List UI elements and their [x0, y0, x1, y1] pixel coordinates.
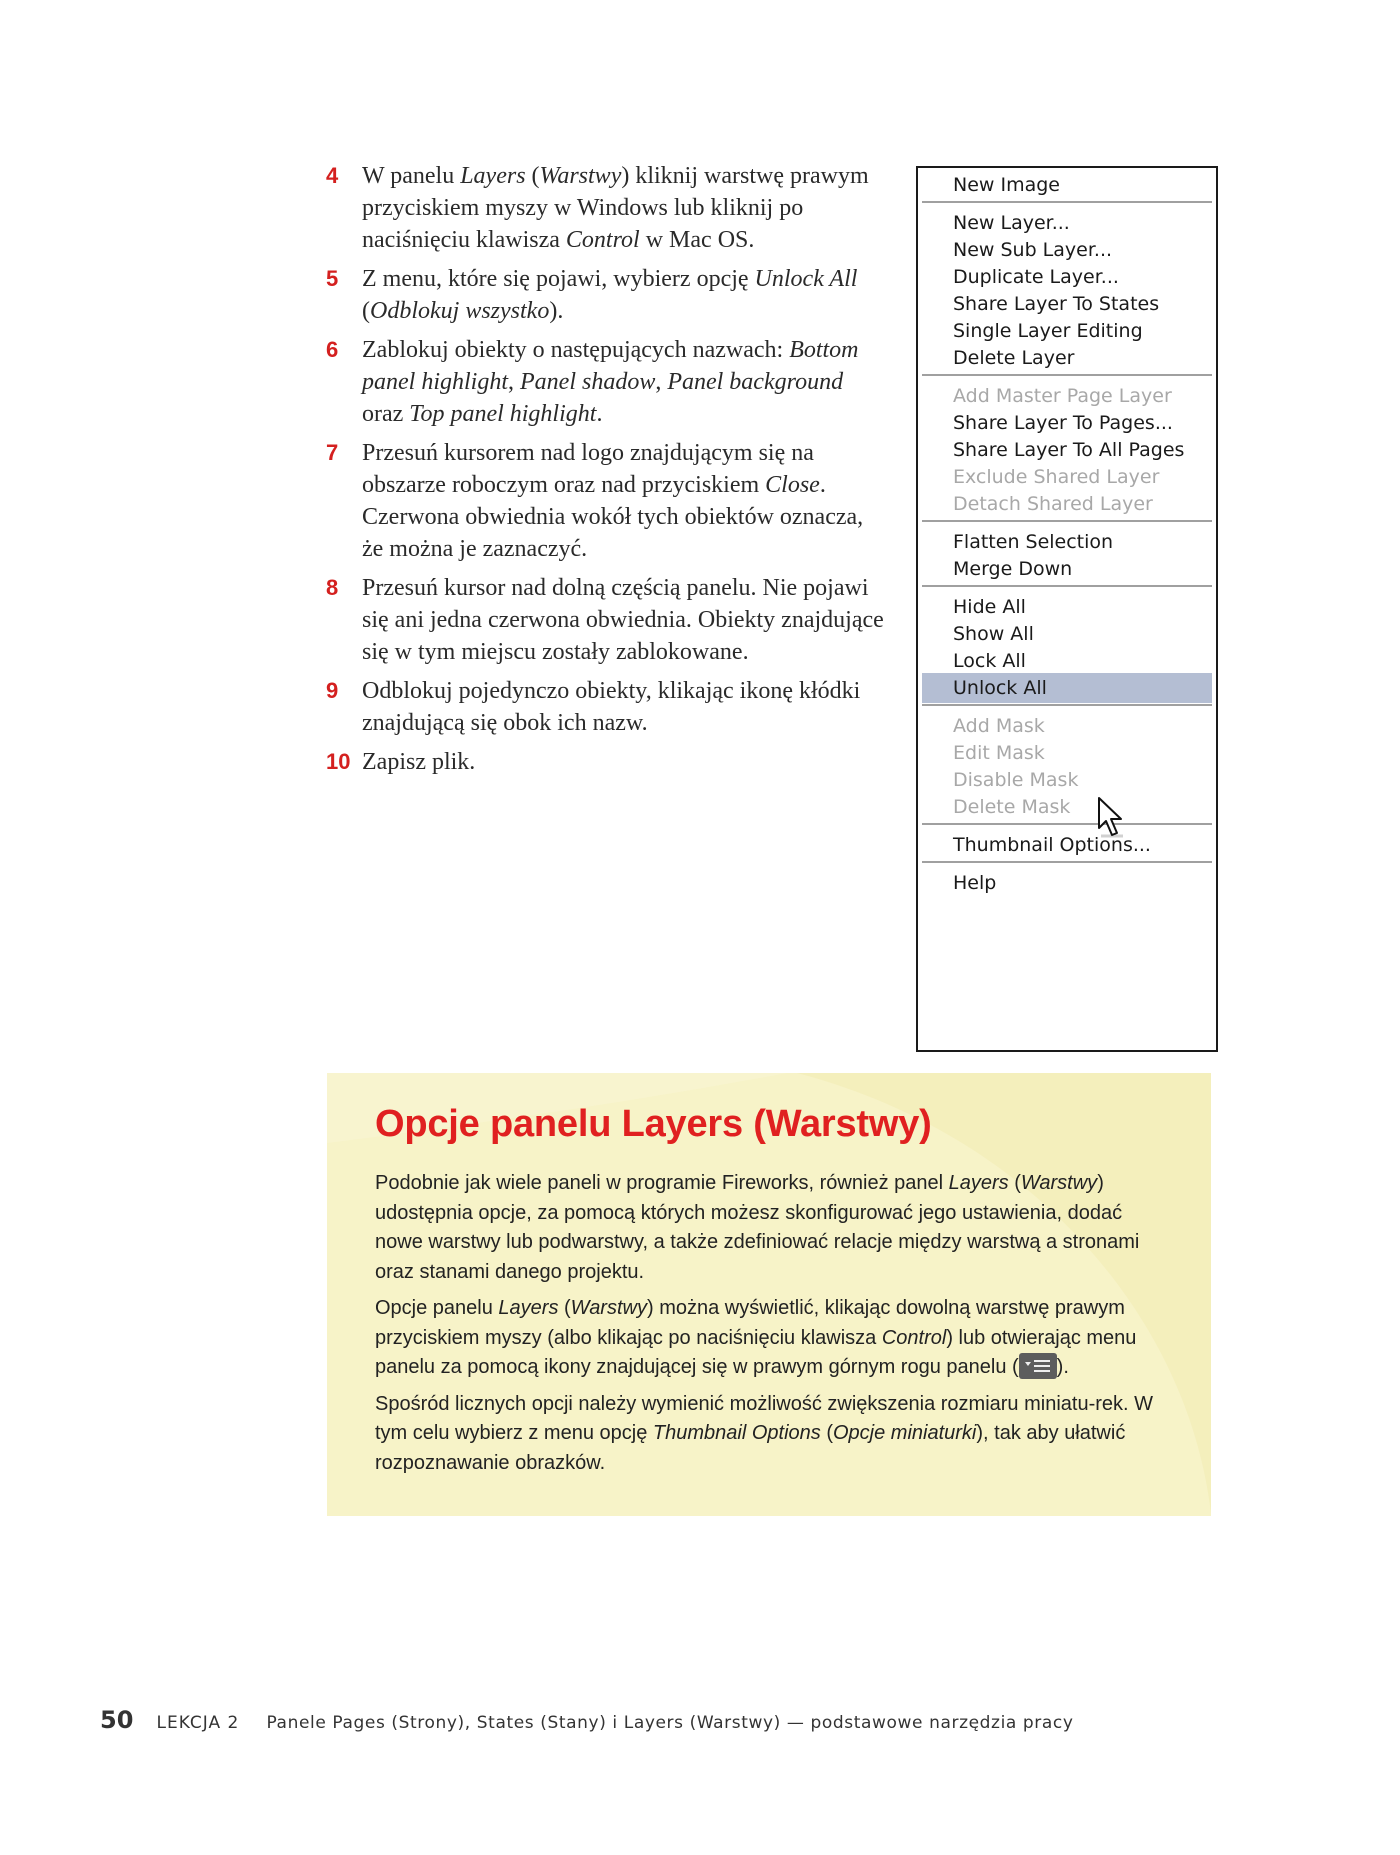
menu-item-add-master-page-layer: Add Master Page Layer [953, 385, 1172, 407]
step-number: 10 [326, 749, 351, 774]
step [326, 334, 886, 430]
menu-item-lock-all[interactable]: Lock All [953, 650, 1026, 672]
menu-item-duplicate-layer[interactable]: Duplicate Layer... [953, 266, 1119, 288]
step-number: 9 [326, 678, 339, 703]
menu-separator [922, 861, 1212, 863]
menu-item-new-sub-layer[interactable]: New Sub Layer... [953, 239, 1113, 261]
sidebar-box [327, 1073, 1211, 1516]
sidebar-body [375, 1169, 1165, 1485]
step-text: Przesuń kursorem nad logo znajdującym się na obszarze roboczym oraz nad przyciskiem Close. Czerwona obwiednia wokół tych obiektów oznacza, że można je zaznaczyć. [362, 440, 864, 562]
menu-separator [922, 201, 1212, 203]
sidebar-paragraph: Opcje panelu Layers (Warstwy) można wyświetlić, klikając dowolną warstwę prawym przyciskiem myszy (albo klikając po naciśnięciu klawisza Control) lub otwierając menu panelu za pomocą ikony znajdującej się w prawym górnym rogu panelu ( ). [375, 1297, 1137, 1378]
step-number: 4 [326, 163, 339, 188]
layers-context-menu [916, 166, 1218, 1052]
menu-item-show-all[interactable]: Show All [953, 623, 1034, 645]
step-text: Z menu, które się pojawi, wybierz opcję Unlock All (Odblokuj wszystko). [362, 266, 858, 324]
menu-item-help[interactable]: Help [953, 872, 997, 894]
menu-separator [922, 823, 1212, 825]
step-number: 8 [326, 575, 339, 600]
menu-separator [922, 585, 1212, 587]
menu-item-delete-layer[interactable]: Delete Layer [953, 347, 1075, 369]
step-number: 5 [326, 266, 339, 291]
footer-lesson: LEKCJA 2 [156, 1713, 240, 1733]
menu-item-disable-mask: Disable Mask [953, 769, 1079, 791]
menu-item-exclude-shared-layer: Exclude Shared Layer [953, 466, 1160, 488]
step [326, 572, 886, 668]
menu-item-delete-mask: Delete Mask [953, 796, 1071, 818]
menu-item-flatten-selection[interactable]: Flatten Selection [953, 531, 1114, 553]
sidebar-paragraph: Podobnie jak wiele paneli w programie Fireworks, również panel Layers (Warstwy) udostępnia opcje, za pomocą których możesz skonfigurować jego ustawienia, dodać nowe warstwy lub podwarstwy, a także zdefiniować relacje między warstwą a stronami oraz stanami danego projektu. [375, 1172, 1140, 1283]
menu-item-single-layer-editing[interactable]: Single Layer Editing [953, 320, 1143, 342]
step-text: W panelu Layers (Warstwy) kliknij warstwę prawym przyciskiem myszy w Windows lub kliknij po naciśnięciu klawisza Control w Mac OS. [362, 163, 869, 253]
mouse-pointer-icon [1097, 796, 1127, 840]
page-footer [100, 1706, 1074, 1734]
menu-item-add-mask: Add Mask [953, 715, 1045, 737]
step [326, 675, 886, 739]
menu-separator [922, 704, 1212, 706]
step [326, 263, 886, 327]
footer-title: Panele Pages (Strony), States (Stany) i Layers (Warstwy) — podstawowe narzędzia pracy [266, 1713, 1074, 1733]
sidebar-title: Opcje panelu Layers (Warstwy) [375, 1103, 932, 1145]
menu-item-unlock-all[interactable]: Unlock All [922, 673, 1212, 703]
menu-item-detach-shared-layer: Detach Shared Layer [953, 493, 1153, 515]
step-text: Zapisz plik. [362, 749, 476, 775]
sidebar-paragraph: Spośród licznych opcji należy wymienić możliwość zwiększenia rozmiaru miniatu-rek. W tym celu wybierz z menu opcję Thumbnail Options (Opcje miniaturki), tak aby ułatwić rozpoznawanie obrazków. [375, 1392, 1154, 1474]
menu-item-share-layer-to-states[interactable]: Share Layer To States [953, 293, 1160, 315]
menu-item-share-layer-to-all-pages[interactable]: Share Layer To All Pages [953, 439, 1185, 461]
menu-separator [922, 520, 1212, 522]
step [326, 746, 886, 778]
panel-menu-icon [1019, 1353, 1057, 1379]
steps-list [326, 160, 886, 785]
menu-item-edit-mask: Edit Mask [953, 742, 1045, 764]
menu-item-new-layer[interactable]: New Layer... [953, 212, 1070, 234]
step [326, 160, 886, 256]
menu-separator [922, 374, 1212, 376]
step-number: 6 [326, 337, 339, 362]
menu-item-thumbnail-options[interactable]: Thumbnail Options... [953, 834, 1151, 856]
step-number: 7 [326, 440, 339, 465]
page-number: 50 [100, 1706, 134, 1734]
step-text: Odblokuj pojedynczo obiekty, klikając ikonę kłódki znajdującą się obok ich nazw. [362, 678, 861, 736]
menu-item-new-image[interactable]: New Image [953, 174, 1060, 196]
menu-item-share-layer-to-pages[interactable]: Share Layer To Pages... [953, 412, 1173, 434]
menu-item-hide-all[interactable]: Hide All [953, 596, 1026, 618]
menu-item-merge-down[interactable]: Merge Down [953, 558, 1073, 580]
step [326, 437, 886, 565]
step-text: Przesuń kursor nad dolną częścią panelu. Nie pojawi się ani jedna czerwona obwiednia. Obiekty znajdujące się w tym miejscu zostały zablokowane. [362, 575, 884, 665]
step-text: Zablokuj obiekty o następujących nazwach: Bottom panel highlight, Panel shadow, Panel background oraz Top panel highlight. [362, 337, 859, 427]
